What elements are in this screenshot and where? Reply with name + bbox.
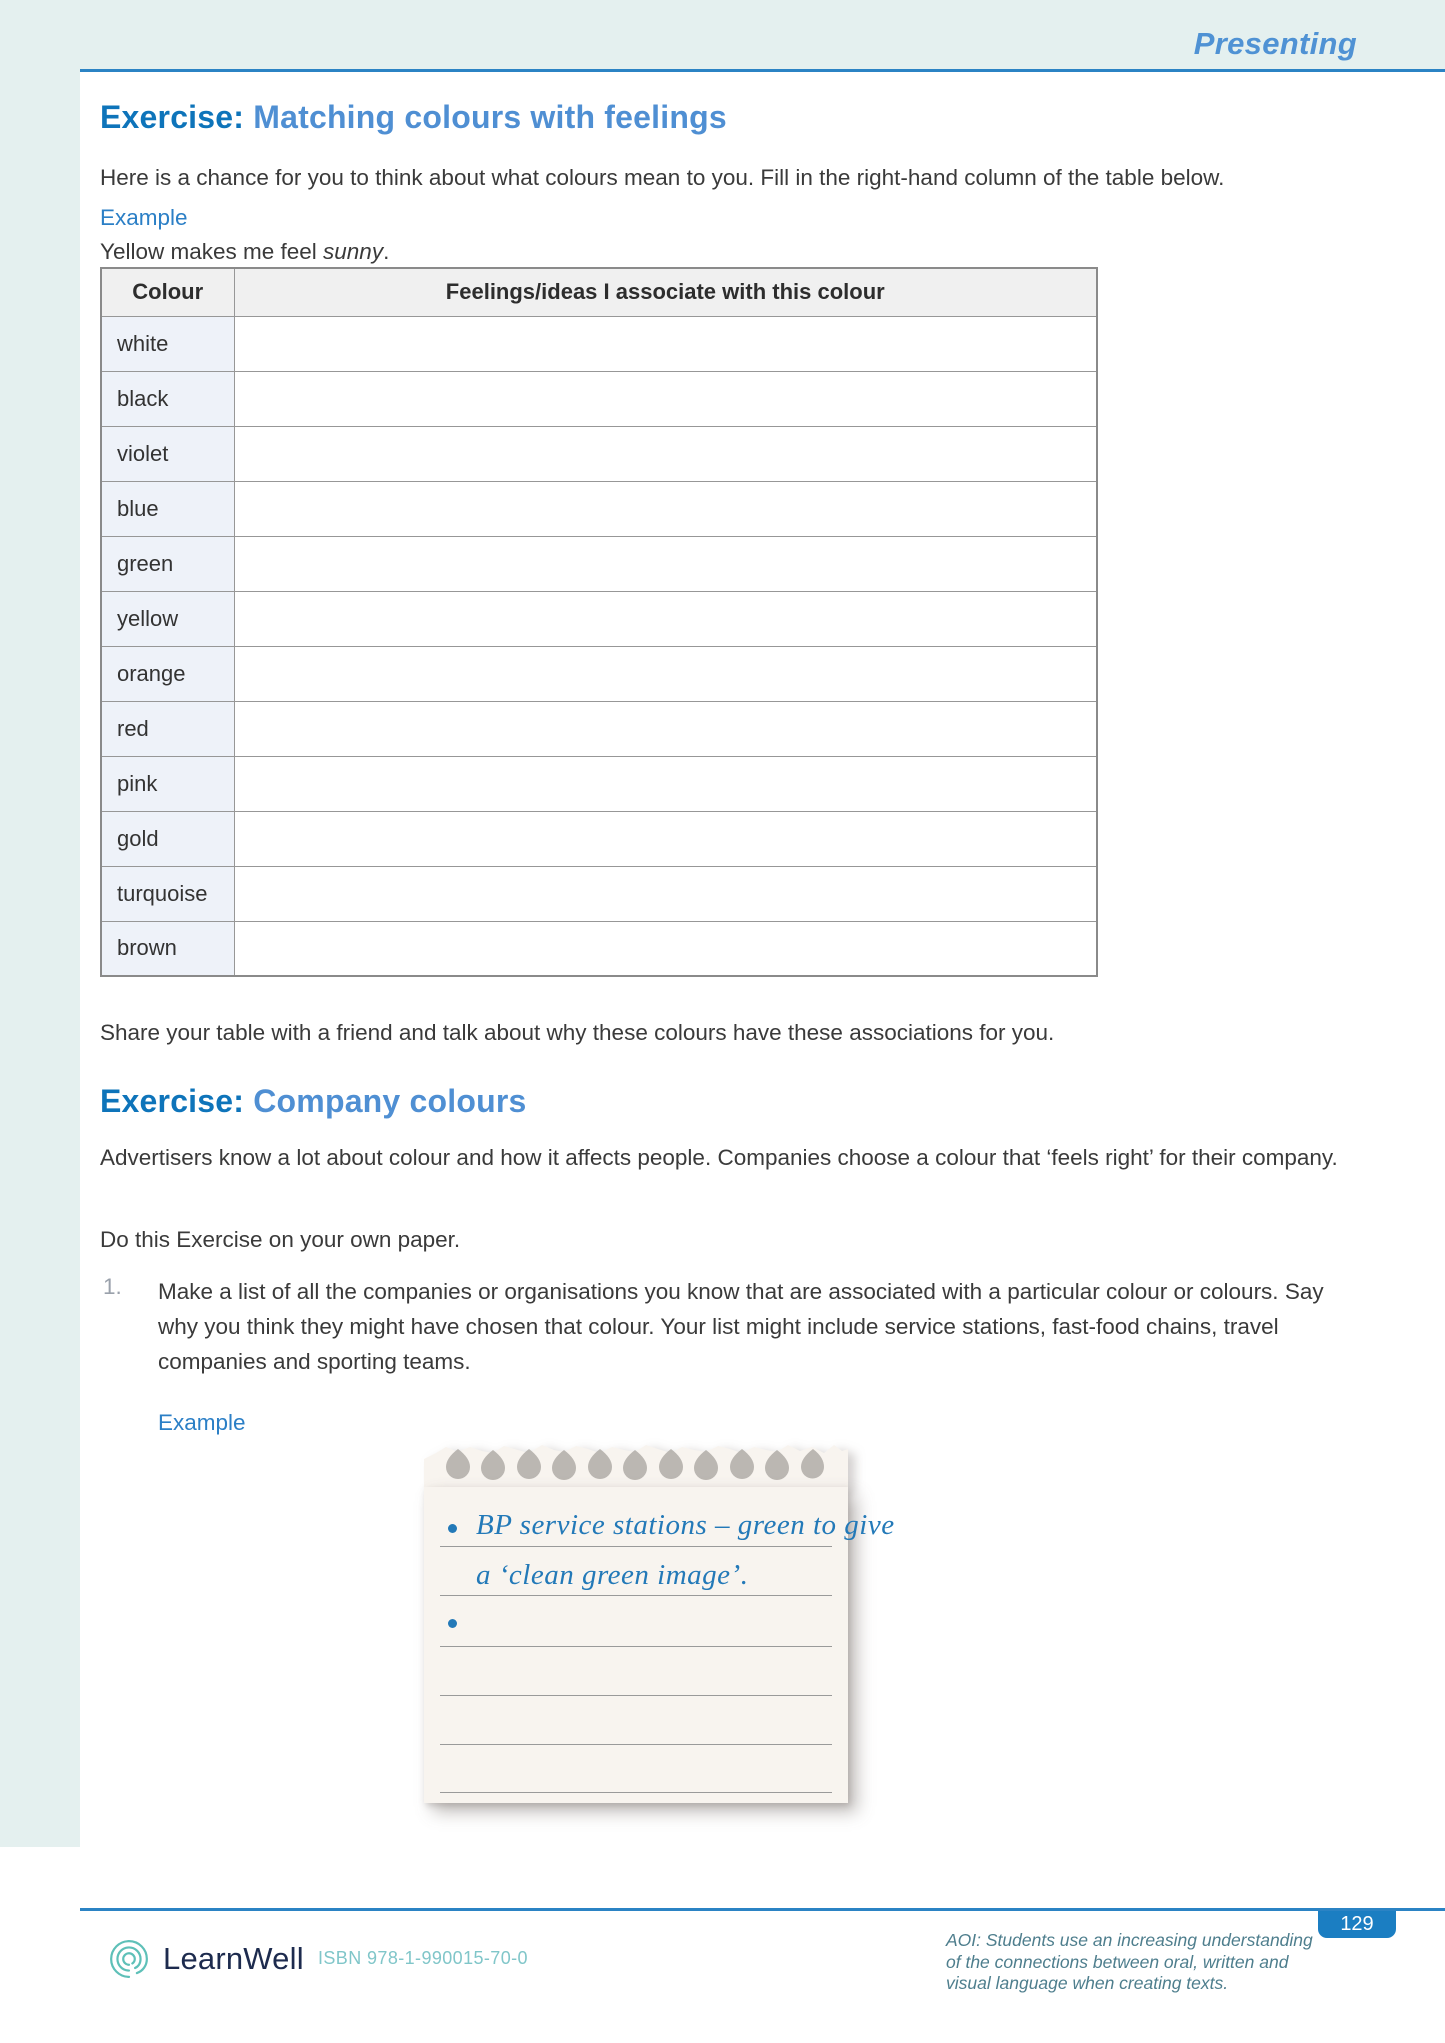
- isbn-text: ISBN 978-1-990015-70-0: [318, 1948, 528, 1968]
- torn-paper-edge: [424, 1437, 848, 1491]
- page-header-title: Presenting: [1193, 26, 1357, 61]
- handwritten-note-line2: a ‘clean green image’.: [476, 1559, 749, 1591]
- list-item-text: Make a list of all the companies or organisations you know that are associated with a particular colour or colours. Say why you think they might have chosen that colour. Your list might include service stations, fast-food chains, travel companies and sporting teams.: [158, 1279, 1324, 1374]
- table-header-row: [101, 268, 1097, 316]
- answer-cell: [234, 426, 1097, 481]
- table-row: [101, 536, 1097, 591]
- table-row: [101, 646, 1097, 701]
- brand-name: LearnWell: [163, 1941, 304, 1976]
- footer-rule: [80, 1908, 1445, 1911]
- table-row: [101, 811, 1097, 866]
- example-sentence-prefix: Yellow makes me feel: [100, 239, 324, 264]
- colour-name-cell: pink: [101, 756, 234, 811]
- column-header-feelings: Feelings/ideas I associate with this colour: [234, 268, 1097, 316]
- colour-name-cell: yellow: [101, 591, 234, 646]
- table-row: [101, 921, 1097, 976]
- learnwell-spiral-icon: [108, 1938, 150, 1980]
- answer-cell: [234, 591, 1097, 646]
- answer-cell: [234, 371, 1097, 426]
- table-row: [101, 591, 1097, 646]
- answer-cell: [234, 756, 1097, 811]
- left-cyan-band: [0, 0, 80, 1847]
- bullet-icon: [448, 1619, 457, 1628]
- aoi-statement: AOI: Students use an increasing understanding of the connections between oral, written and visual language when creating texts.: [946, 1930, 1313, 1993]
- colour-name-cell: green: [101, 536, 234, 591]
- exercise1-intro: Here is a chance for you to think about what colours mean to you. Fill in the right-hand column of the table below.: [100, 165, 1225, 190]
- table-row: [101, 701, 1097, 756]
- answer-cell: [234, 536, 1097, 591]
- exercise2-title: Company colours: [253, 1083, 527, 1119]
- exercise2-intro: Advertisers know a lot about colour and how it affects people. Companies choose a colour that ‘feels right’ for their company.: [100, 1145, 1338, 1170]
- ruled-line: [440, 1744, 832, 1745]
- answer-cell: [234, 921, 1097, 976]
- table-body: [101, 316, 1097, 976]
- answer-cell: [234, 866, 1097, 921]
- table-row: [101, 756, 1097, 811]
- page-number-badge: 129: [1318, 1911, 1396, 1938]
- ruled-line: [440, 1595, 832, 1596]
- answer-cell: [234, 316, 1097, 371]
- ruled-line: [440, 1546, 832, 1547]
- exercise1-title: Matching colours with feelings: [253, 99, 727, 135]
- handwritten-note-line1: BP service stations – green to give: [476, 1509, 895, 1541]
- example-sentence-italic-word: sunny: [323, 239, 384, 264]
- answer-cell: [234, 811, 1097, 866]
- bullet-icon: [448, 1524, 457, 1533]
- list-item-number: 1.: [103, 1274, 122, 1299]
- own-paper-instruction: Do this Exercise on your own paper.: [100, 1227, 461, 1252]
- ruled-line: [440, 1695, 832, 1696]
- share-instruction: Share your table with a friend and talk about why these colours have these associations for you.: [100, 1020, 1055, 1045]
- answer-cell: [234, 646, 1097, 701]
- exercise-label: Exercise:: [100, 1083, 245, 1119]
- table-row: [101, 426, 1097, 481]
- table-row: [101, 481, 1097, 536]
- column-header-colour: Colour: [101, 268, 234, 316]
- header-rule: [80, 69, 1445, 72]
- table-row: [101, 866, 1097, 921]
- ruled-line: [440, 1646, 832, 1647]
- example-label-2: Example: [158, 1410, 246, 1435]
- colour-feelings-table: [100, 267, 1098, 977]
- ruled-line: [440, 1792, 832, 1793]
- exercise2-heading: [100, 1083, 527, 1120]
- example-sentence: [100, 234, 389, 270]
- colour-name-cell: turquoise: [101, 866, 234, 921]
- example-label-1: Example: [100, 205, 188, 230]
- answer-cell: [234, 701, 1097, 756]
- colour-name-cell: red: [101, 701, 234, 756]
- example-sentence-suffix: .: [383, 239, 390, 264]
- colour-name-cell: black: [101, 371, 234, 426]
- notepad-example: [424, 1437, 895, 1803]
- exercise1-heading: [100, 99, 727, 136]
- exercise-label: Exercise:: [100, 99, 245, 135]
- colour-name-cell: brown: [101, 921, 234, 976]
- table-row: [101, 316, 1097, 371]
- learnwell-logo: [108, 1938, 304, 1980]
- answer-cell: [234, 481, 1097, 536]
- table-row: [101, 371, 1097, 426]
- colour-name-cell: blue: [101, 481, 234, 536]
- colour-name-cell: violet: [101, 426, 234, 481]
- colour-name-cell: white: [101, 316, 234, 371]
- colour-name-cell: orange: [101, 646, 234, 701]
- colour-name-cell: gold: [101, 811, 234, 866]
